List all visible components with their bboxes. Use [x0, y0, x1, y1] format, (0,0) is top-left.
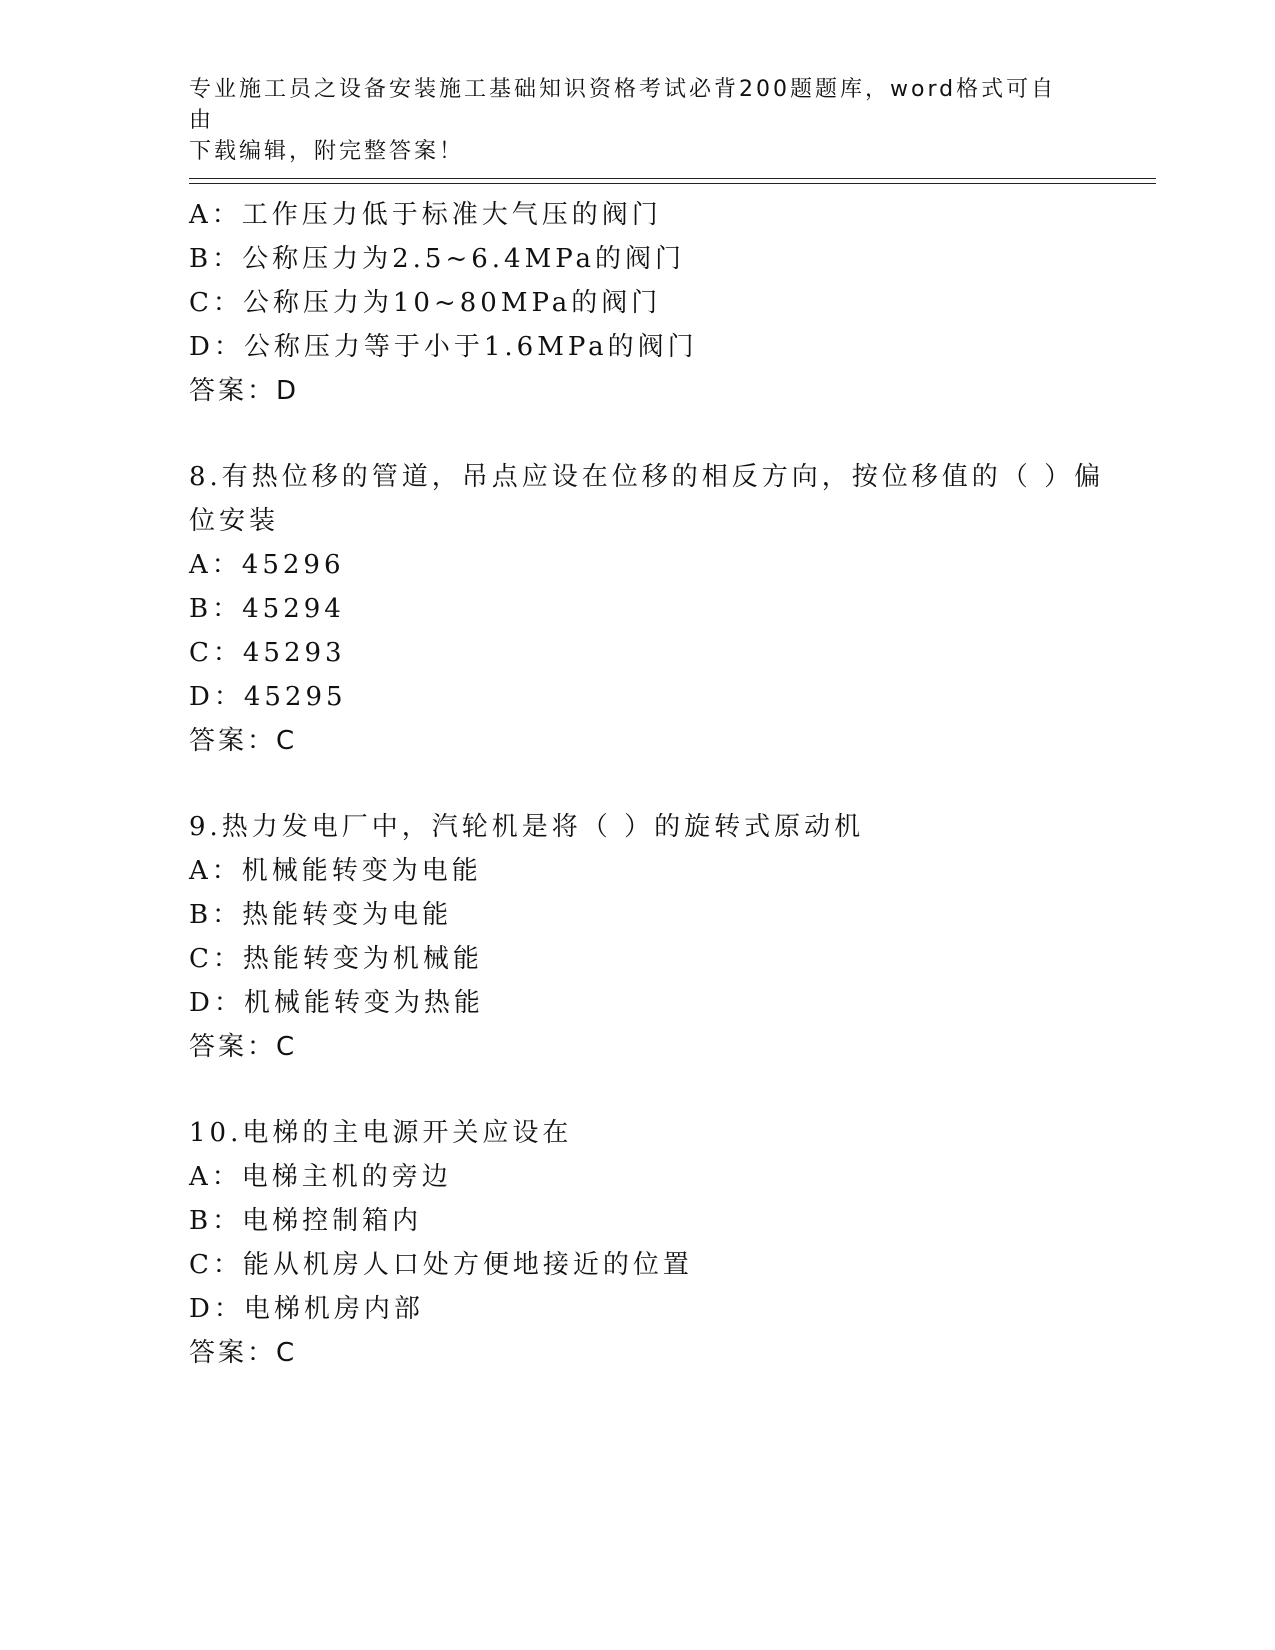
header-line-1: 专业施工员之设备安装施工基础知识资格考试必背200题题库，word格式可自由 [189, 77, 1057, 133]
q7-answer: 答案：D [189, 376, 300, 406]
q10-option-a: A：电梯主机的旁边 [189, 1162, 452, 1192]
q7-option-a: A：工作压力低于标准大气压的阀门 [189, 200, 662, 230]
q7-option-b: B：公称压力为2.5~6.4MPa的阀门 [189, 244, 686, 274]
q8-stem-line-1: 8.有热位移的管道，吊点应设在位移的相反方向，按位移值的（ ）偏 [189, 462, 1105, 492]
q9-option-a: A：机械能转变为电能 [189, 856, 482, 886]
q10-answer: 答案：C [189, 1338, 298, 1368]
q9-stem: 9.热力发电厂中，汽轮机是将（ ）的旋转式原动机 [189, 812, 865, 842]
header-line-2: 下载编辑，附完整答案！ [189, 139, 465, 164]
header-divider-top [189, 178, 1156, 179]
q7-option-d: D：公称压力等于小于1.6MPa的阀门 [189, 332, 698, 362]
header-divider-bottom [189, 183, 1156, 184]
document-header [189, 74, 1069, 167]
q10-stem: 10.电梯的主电源开关应设在 [189, 1118, 573, 1148]
q9-option-c: C：热能转变为机械能 [189, 944, 483, 974]
q8-option-c: C：45293 [189, 638, 346, 668]
q9-option-b: B：热能转变为电能 [189, 900, 453, 930]
q8-option-d: D：45295 [189, 682, 347, 712]
q9-answer: 答案：C [189, 1032, 298, 1062]
q8-stem-line-2: 位安装 [189, 506, 280, 536]
q8-answer: 答案：C [189, 726, 298, 756]
q10-option-c: C：能从机房人口处方便地接近的位置 [189, 1250, 693, 1280]
q9-option-d: D：机械能转变为热能 [189, 988, 484, 1018]
q8-option-a: A：45296 [189, 550, 345, 580]
q7-option-c: C：公称压力为10~80MPa的阀门 [189, 288, 662, 318]
q10-option-b: B：电梯控制箱内 [189, 1206, 423, 1236]
q10-option-d: D：电梯机房内部 [189, 1294, 424, 1324]
q8-option-b: B：45294 [189, 594, 345, 624]
